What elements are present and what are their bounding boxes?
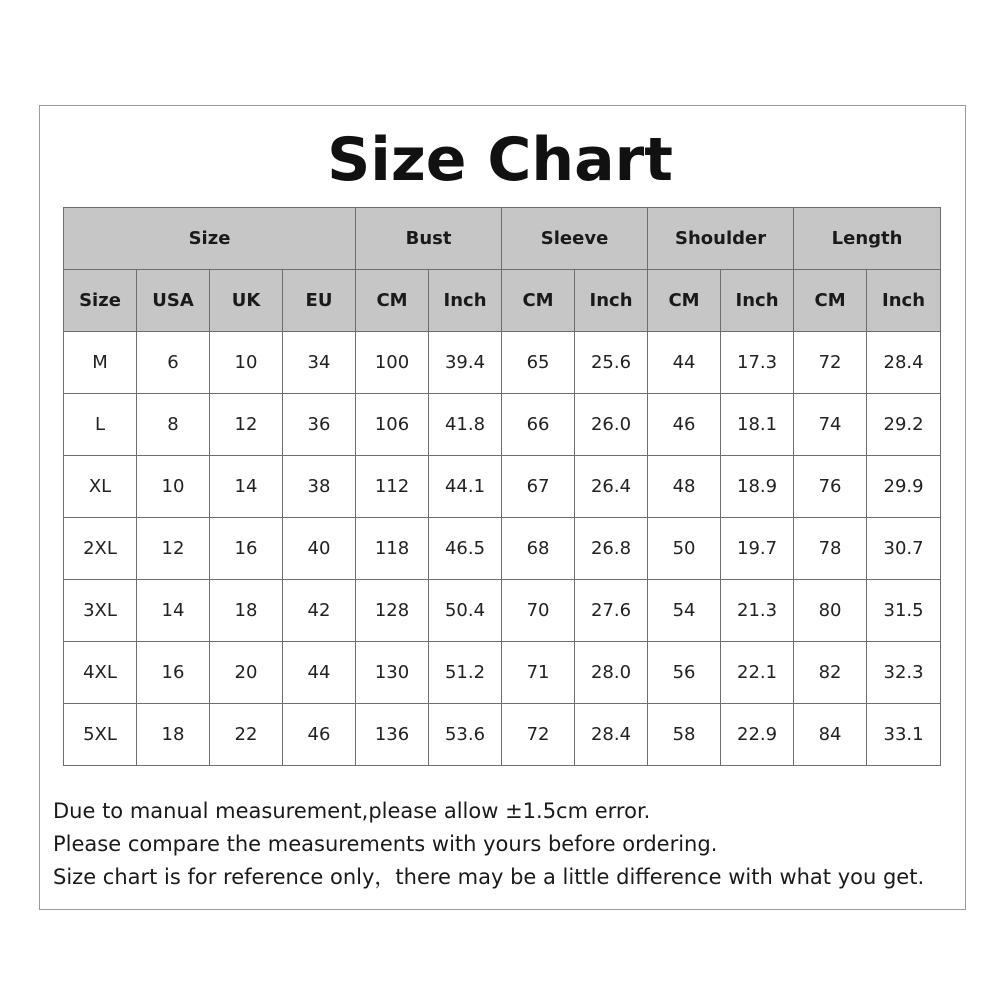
sub-header-shoulder-cm: CM	[648, 270, 721, 332]
page-title: Size Chart	[327, 125, 673, 195]
table-cell: 16	[137, 642, 210, 704]
table-cell: 5XL	[64, 704, 137, 766]
table-cell: 17.3	[721, 332, 794, 394]
table-cell: 18	[210, 580, 283, 642]
note-line: Due to manual measurement,please allow ±1.5cm error.	[53, 799, 651, 823]
table-cell: 26.0	[575, 394, 648, 456]
table-cell: 14	[137, 580, 210, 642]
table-row	[64, 332, 941, 394]
table-cell: 72	[502, 704, 575, 766]
sub-header-size: Size	[64, 270, 137, 332]
note-line: Please compare the measurements with yours before ordering.	[53, 832, 718, 856]
table-cell: 28.0	[575, 642, 648, 704]
table-cell: 10	[210, 332, 283, 394]
note-line: Size chart is for reference only，there may be a little difference with what you get.	[53, 865, 925, 889]
table-cell: 36	[283, 394, 356, 456]
table-cell: 28.4	[575, 704, 648, 766]
table-cell: 56	[648, 642, 721, 704]
table-cell: 100	[356, 332, 429, 394]
table-cell: 68	[502, 518, 575, 580]
table-cell: 106	[356, 394, 429, 456]
size-table	[63, 207, 941, 766]
table-cell: 50.4	[429, 580, 502, 642]
table-cell: 18.1	[721, 394, 794, 456]
sub-header-shoulder-inch: Inch	[721, 270, 794, 332]
table-cell: 42	[283, 580, 356, 642]
table-cell: 31.5	[867, 580, 941, 642]
notes	[53, 795, 963, 894]
table-cell: 39.4	[429, 332, 502, 394]
table-cell: 66	[502, 394, 575, 456]
sub-header-row	[64, 270, 941, 332]
group-header-sleeve: Sleeve	[502, 208, 648, 270]
table-cell: 20	[210, 642, 283, 704]
table-cell: 44	[283, 642, 356, 704]
table-row	[64, 642, 941, 704]
table-cell: 130	[356, 642, 429, 704]
sub-header-usa: USA	[137, 270, 210, 332]
table-cell: 41.8	[429, 394, 502, 456]
table-cell: 44	[648, 332, 721, 394]
sub-header-eu: EU	[283, 270, 356, 332]
table-cell: 51.2	[429, 642, 502, 704]
group-header-length: Length	[794, 208, 941, 270]
table-cell: 118	[356, 518, 429, 580]
table-body	[64, 332, 941, 766]
sub-header-length-cm: CM	[794, 270, 867, 332]
group-header-size: Size	[64, 208, 356, 270]
table-cell: 28.4	[867, 332, 941, 394]
table-cell: 67	[502, 456, 575, 518]
table-cell: 12	[210, 394, 283, 456]
sub-header-length-inch: Inch	[867, 270, 941, 332]
table-cell: 33.1	[867, 704, 941, 766]
sub-header-sleeve-inch: Inch	[575, 270, 648, 332]
sub-header-uk: UK	[210, 270, 283, 332]
table-cell: 26.8	[575, 518, 648, 580]
table-cell: 18.9	[721, 456, 794, 518]
table-cell: 22	[210, 704, 283, 766]
table-cell: 53.6	[429, 704, 502, 766]
table-cell: 74	[794, 394, 867, 456]
table-cell: 34	[283, 332, 356, 394]
table-cell: 32.3	[867, 642, 941, 704]
table-cell: 29.2	[867, 394, 941, 456]
table-cell: 4XL	[64, 642, 137, 704]
group-header-shoulder: Shoulder	[648, 208, 794, 270]
table-cell: 14	[210, 456, 283, 518]
table-cell: 12	[137, 518, 210, 580]
table-row	[64, 580, 941, 642]
table-cell: 18	[137, 704, 210, 766]
table-cell: 46	[648, 394, 721, 456]
table-cell: 3XL	[64, 580, 137, 642]
table-cell: 29.9	[867, 456, 941, 518]
table-cell: 30.7	[867, 518, 941, 580]
table-cell: 65	[502, 332, 575, 394]
sub-header-sleeve-cm: CM	[502, 270, 575, 332]
table-cell: 8	[137, 394, 210, 456]
table-row	[64, 704, 941, 766]
table-cell: 78	[794, 518, 867, 580]
table-cell: 70	[502, 580, 575, 642]
table-cell: 2XL	[64, 518, 137, 580]
table-cell: 44.1	[429, 456, 502, 518]
table-cell: 22.9	[721, 704, 794, 766]
table-cell: 46.5	[429, 518, 502, 580]
sub-header-bust-inch: Inch	[429, 270, 502, 332]
table-row	[64, 518, 941, 580]
table-cell: 84	[794, 704, 867, 766]
table-cell: 25.6	[575, 332, 648, 394]
group-header-row	[64, 208, 941, 270]
table-cell: 10	[137, 456, 210, 518]
table-cell: 21.3	[721, 580, 794, 642]
table-cell: 80	[794, 580, 867, 642]
table-cell: XL	[64, 456, 137, 518]
table-cell: 54	[648, 580, 721, 642]
table-cell: 82	[794, 642, 867, 704]
group-header-bust: Bust	[356, 208, 502, 270]
table-row	[64, 456, 941, 518]
table-cell: 27.6	[575, 580, 648, 642]
table-cell: 50	[648, 518, 721, 580]
table-cell: 112	[356, 456, 429, 518]
table-cell: 38	[283, 456, 356, 518]
table-cell: 16	[210, 518, 283, 580]
table-row	[64, 394, 941, 456]
table-cell: 46	[283, 704, 356, 766]
table-cell: 58	[648, 704, 721, 766]
table-cell: 72	[794, 332, 867, 394]
table-cell: 6	[137, 332, 210, 394]
table-cell: 48	[648, 456, 721, 518]
table-cell: 76	[794, 456, 867, 518]
table-cell: 128	[356, 580, 429, 642]
table-cell: 136	[356, 704, 429, 766]
table-cell: 40	[283, 518, 356, 580]
sub-header-bust-cm: CM	[356, 270, 429, 332]
table-cell: L	[64, 394, 137, 456]
table-cell: 26.4	[575, 456, 648, 518]
table-cell: 71	[502, 642, 575, 704]
table-cell: M	[64, 332, 137, 394]
table-cell: 22.1	[721, 642, 794, 704]
table-cell: 19.7	[721, 518, 794, 580]
